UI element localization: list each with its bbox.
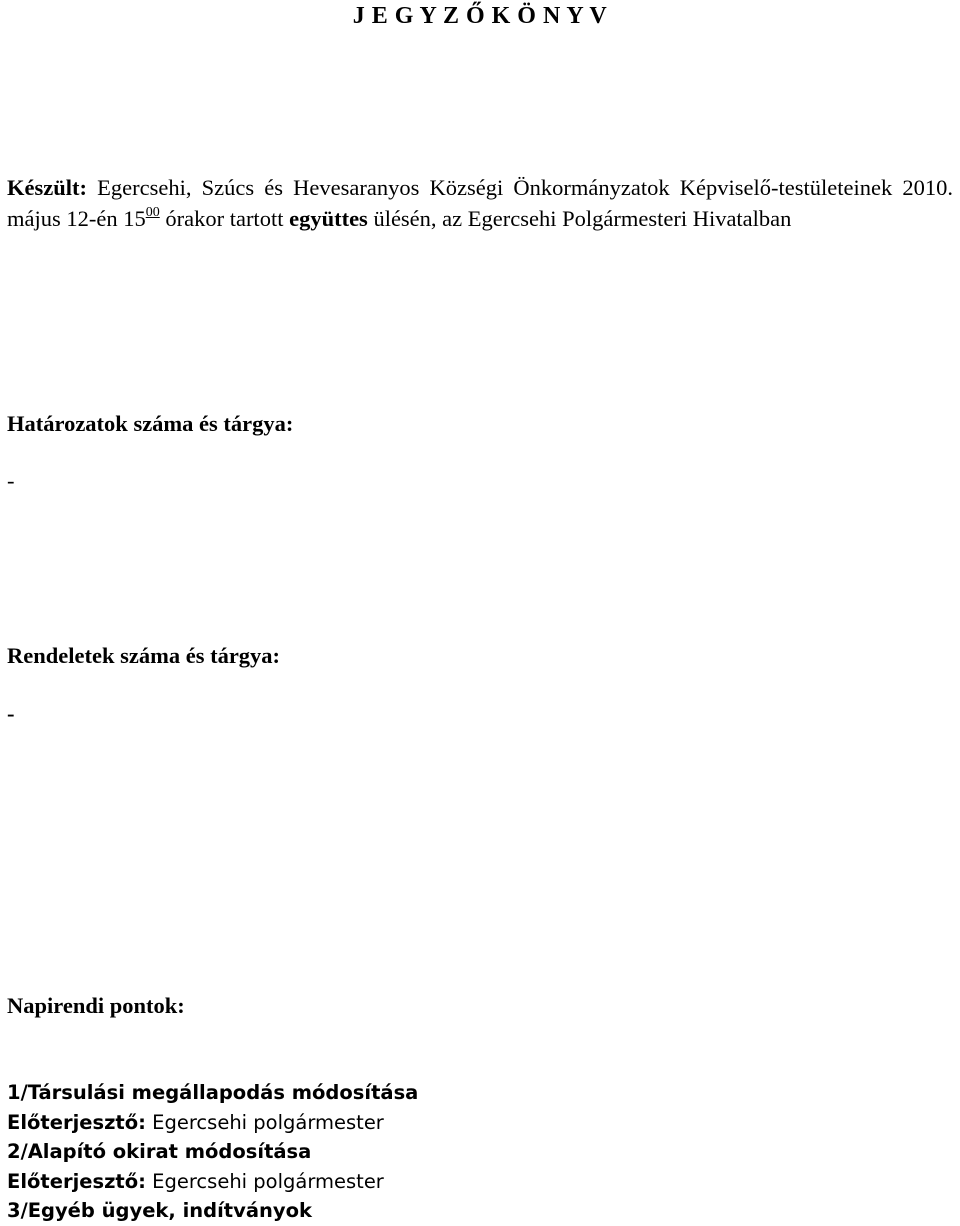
intro-text-after-time: órakor tartott bbox=[159, 206, 290, 231]
agenda-item-2-presenter-label: Előterjesztő: bbox=[7, 1169, 146, 1193]
intro-bold-word: együttes bbox=[289, 206, 368, 231]
agenda-item-1-presenter bbox=[7, 1108, 418, 1138]
agenda-item-2-presenter-name: Egercsehi polgármester bbox=[145, 1169, 384, 1193]
agenda-item-3-title: 3/Egyéb ügyek, indítványok bbox=[7, 1199, 312, 1222]
agenda-item-1-presenter-label: Előterjesztő: bbox=[7, 1110, 146, 1134]
agenda-heading: Napirendi pontok: bbox=[7, 993, 185, 1018]
decrees-heading: Rendeletek száma és tárgya: bbox=[7, 643, 281, 668]
intro-time-superscript-wrap bbox=[146, 203, 160, 238]
intro-text-before-time: Egercsehi, Szúcs és Hevesaranyos Községi Önkormányzatok Képviselő-testületeinek 2010. május 12-én 15 bbox=[7, 175, 953, 231]
decrees-value: - bbox=[7, 701, 15, 726]
intro-label: Készült: bbox=[7, 175, 87, 200]
agenda-item-2-presenter bbox=[7, 1167, 418, 1197]
resolutions-value: - bbox=[7, 468, 15, 493]
resolutions-heading: Határozatok száma és tárgya: bbox=[7, 411, 294, 436]
intro-text-end: ülésén, az Egercsehi Polgármesteri Hivatalban bbox=[367, 206, 792, 231]
document-title: J E G Y Z Ő K Ö N Y V bbox=[352, 3, 608, 29]
agenda-item-2-title: 2/Alapító okirat módosítása bbox=[7, 1140, 312, 1163]
agenda-item-1-title: 1/Társulási megállapodás módosítása bbox=[7, 1081, 419, 1104]
intro-paragraph bbox=[7, 172, 953, 238]
agenda-list bbox=[7, 1078, 418, 1226]
intro-time-superscript: 00 bbox=[145, 205, 160, 220]
agenda-item-1-presenter-name: Egercsehi polgármester bbox=[145, 1110, 384, 1134]
